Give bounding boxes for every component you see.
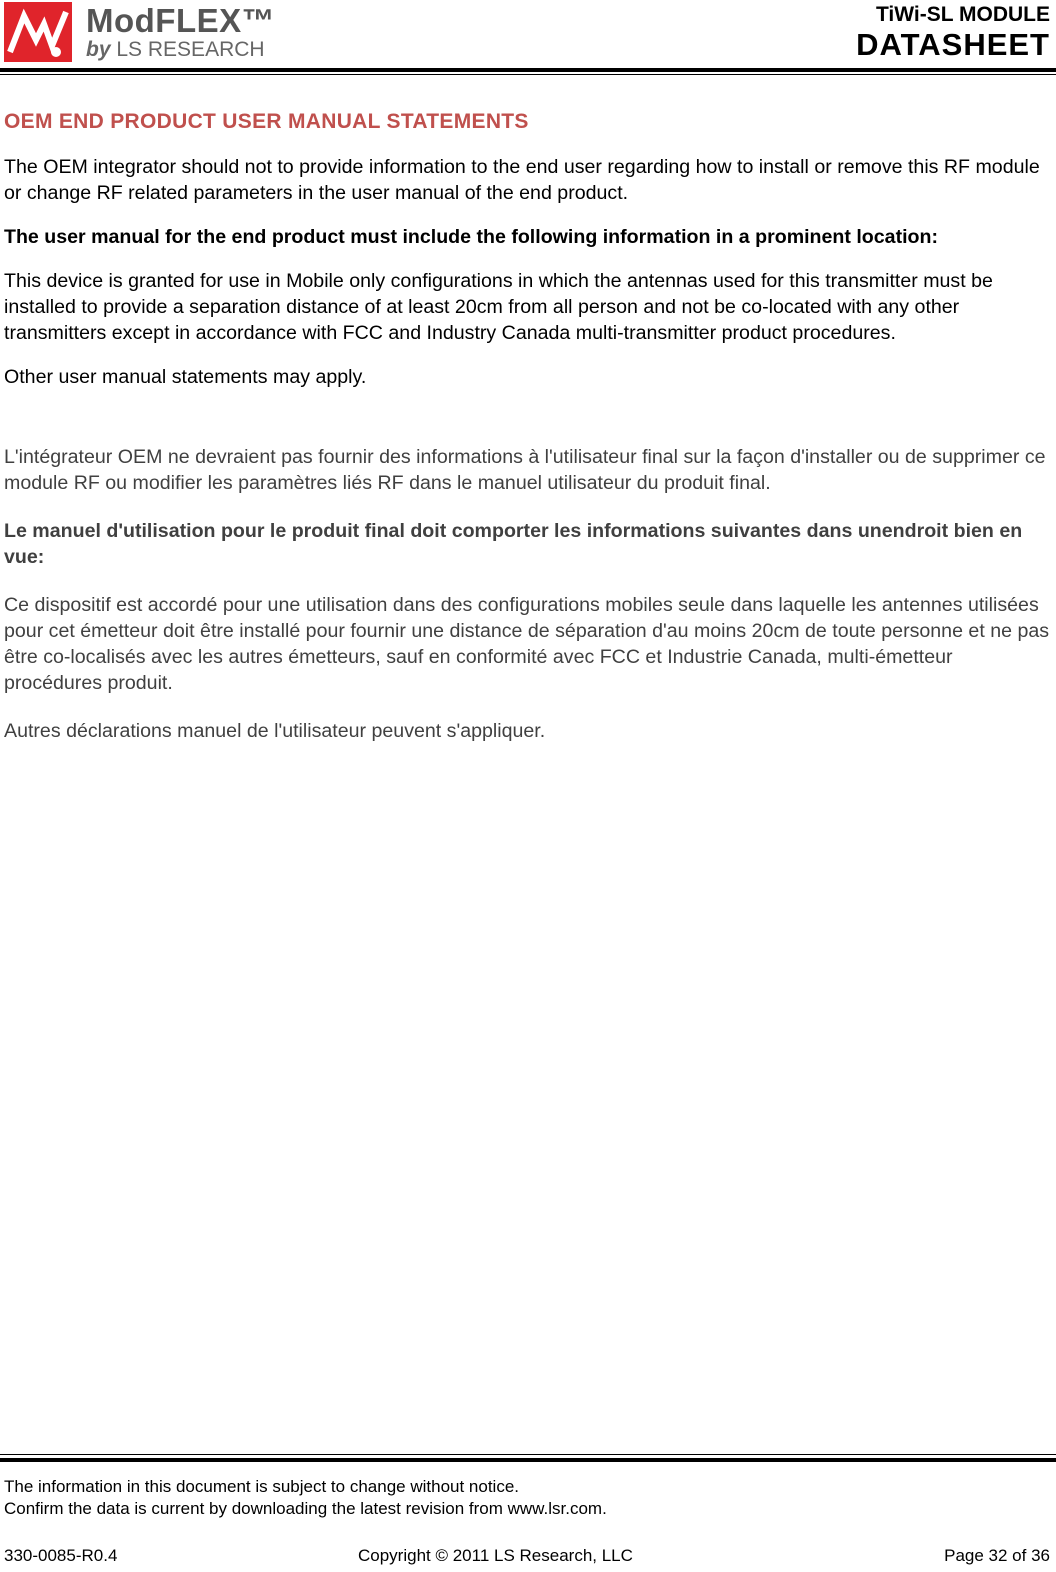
french-section xyxy=(4,444,1052,744)
english-statement: This device is granted for use in Mobile only configurations in which the antennas used for this transmitter must be installed to provide a separation distance of at least 20cm from all person and not be co-located with any other transmitters except in accordance with FCC and Industry Canada multi-transmitter product procedures. xyxy=(4,270,993,344)
logo-subtitle xyxy=(86,38,265,62)
french-statement: Ce dispositif est accordé pour une utilisation dans des configurations mobiles seule dans laquelle les antennes utilisées pour cet émetteur doit être installé pour fournir une distance de séparation d'au moins 20cm de toute personne et ne pas être co-localisés avec les autres émetteurs, sauf en conformité avec FCC et Industrie Canada, multi-émetteur procédures produit. xyxy=(4,594,1050,694)
page-header xyxy=(0,0,1056,76)
header-divider xyxy=(0,68,1056,72)
page-number: Page 32 of 36 xyxy=(944,1546,1050,1565)
footer-notice-line1: The information in this document is subject to change without notice. xyxy=(4,1477,520,1496)
header-divider-thin xyxy=(0,74,1056,75)
english-intro: The OEM integrator should not to provide information to the end user regarding how to install or remove this RF module or change RF related parameters in the user manual of the end product. xyxy=(4,156,1040,204)
company-logo xyxy=(4,2,294,64)
english-bold-requirement: The user manual for the end product must include the following information in a prominent location: xyxy=(4,226,938,248)
page-footer xyxy=(0,1452,1056,1572)
document-type: DATASHEET xyxy=(856,27,1050,62)
header-title-block xyxy=(856,2,1050,62)
document-number: 330-0085-R0.4 xyxy=(4,1546,118,1565)
french-bold-requirement: Le manuel d'utilisation pour le produit final doit comporter les informations suivantes dans unendroit bien en vue: xyxy=(4,520,1023,568)
footer-divider xyxy=(0,1458,1056,1462)
french-other: Autres déclarations manuel de l'utilisateur peuvent s'appliquer. xyxy=(4,720,546,742)
logo-by: by xyxy=(86,38,111,61)
page-content xyxy=(4,110,1052,766)
modflex-logo-icon xyxy=(4,2,72,62)
french-intro: L'intégrateur OEM ne devraient pas fournir des informations à l'utilisateur final sur la façon d'installer ou de supprimer ce module RF ou modifier les paramètres liés RF dans le manuel utilisateur du produit final. xyxy=(4,446,1046,494)
footer-notice xyxy=(4,1476,607,1520)
section-title: OEM END PRODUCT USER MANUAL STATEMENTS xyxy=(4,110,529,133)
module-title: TiWi-SL MODULE xyxy=(875,3,1050,26)
logo-company: LS RESEARCH xyxy=(116,38,265,61)
copyright: Copyright © 2011 LS Research, LLC xyxy=(358,1546,633,1565)
footer-notice-line2: Confirm the data is current by downloading the latest revision from www.lsr.com. xyxy=(4,1499,607,1518)
logo-brand: ModFLEX™ xyxy=(86,2,276,39)
english-other: Other user manual statements may apply. xyxy=(4,366,367,388)
footer-divider-thin xyxy=(0,1454,1056,1455)
